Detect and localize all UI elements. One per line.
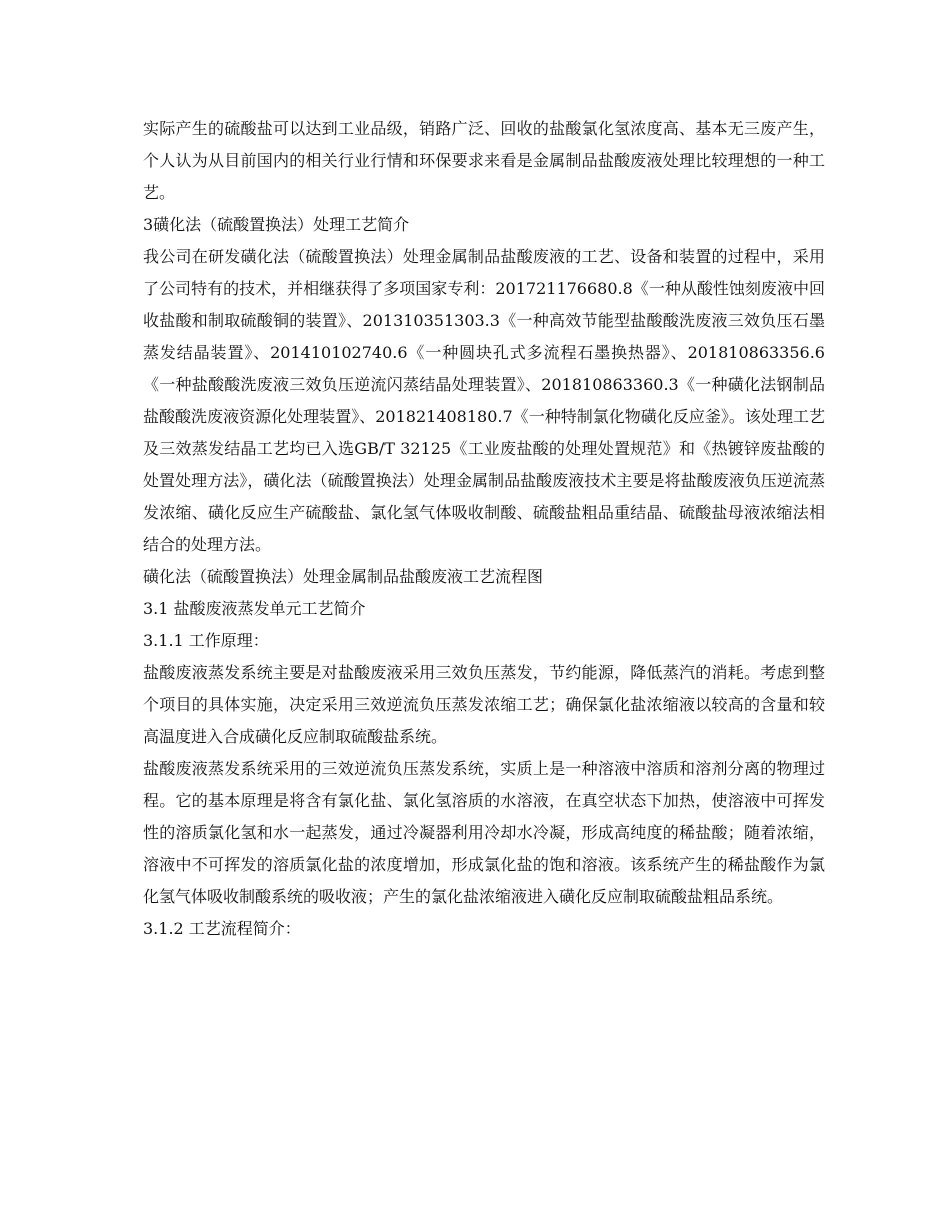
paragraph-sulfate-summary: 实际产生的硫酸盐可以达到工业品级，销路广泛、回收的盐酸氯化氢浓度高、基本无三废产生，个人认为从目前国内的相关行业行情和环保要求来看是金属制品盐酸废液处理比较理想的一种工艺。 [143, 119, 825, 202]
section-heading-3-1-2: 3.1.2 工艺流程简介： [143, 919, 301, 938]
paragraph-patents: 我公司在研发磺化法（硫酸置换法）处理金属制品盐酸废液的工艺、设备和装置的过程中，采用了公司特有的技术，并相继获得了多项国家专利：201721176680.8《一种从酸性蚀刻废液中回收盐酸和制取硫酸铜的装置》、201310351303.3《一种高效节能型盐酸酸洗废液三效负压石墨蒸发结晶装置》、201410102740.6《一种圆块孔式多流程石墨换热器》、201810863356.6《一种盐酸酸洗废液三效负压逆流闪蒸结晶处理装置》、201810863360.3《一种磺化法钢制品盐酸酸洗废液资源化处理装置》、201821408180.7《一种特制氯化物磺化反应釜》。该处理工艺及三效蒸发结晶工艺均已入选GB/T 32125《工业废盐酸的处理处置规范》和《热镀锌废盐酸的处置处理方法》，磺化法（硫酸置换法）处理金属制品盐酸废液技术主要是将盐酸废液负压逆流蒸发浓缩、磺化反应生产硫酸盐、氯化氢气体吸收制酸、硫酸盐粗品重结晶、硫酸盐母液浓缩法相结合的处理方法。 [143, 247, 825, 554]
document-body [143, 113, 825, 945]
paragraph-evaporation-system: 盐酸废液蒸发系统主要是对盐酸废液采用三效负压蒸发，节约能源，降低蒸汽的消耗。考虑到整个项目的具体实施，决定采用三效逆流负压蒸发浓缩工艺；确保氯化盐浓缩液以较高的含量和较高温度进入合成磺化反应制取硫酸盐系统。 [143, 663, 825, 746]
section-heading-3-1: 3.1 盐酸废液蒸发单元工艺简介 [143, 599, 366, 618]
section-heading-3: 3磺化法（硫酸置换法）处理工艺简介 [143, 215, 410, 234]
figure-caption-process-flow: 磺化法（硫酸置换法）处理金属制品盐酸废液工艺流程图 [143, 567, 544, 586]
paragraph-evaporation-principle: 盐酸废液蒸发系统采用的三效逆流负压蒸发系统，实质上是一种溶液中溶质和溶剂分离的物理过程。它的基本原理是将含有氯化盐、氯化氢溶质的水溶液，在真空状态下加热，使溶液中可挥发性的溶质氯化氢和水一起蒸发，通过冷凝器利用冷却水冷凝，形成高纯度的稀盐酸；随着浓缩，溶液中不可挥发的溶质氯化盐的浓度增加，形成氯化盐的饱和溶液。该系统产生的稀盐酸作为氯化氢气体吸收制酸系统的吸收液；产生的氯化盐浓缩液进入磺化反应制取硫酸盐粗品系统。 [143, 759, 825, 906]
section-heading-3-1-1: 3.1.1 工作原理： [143, 631, 269, 650]
